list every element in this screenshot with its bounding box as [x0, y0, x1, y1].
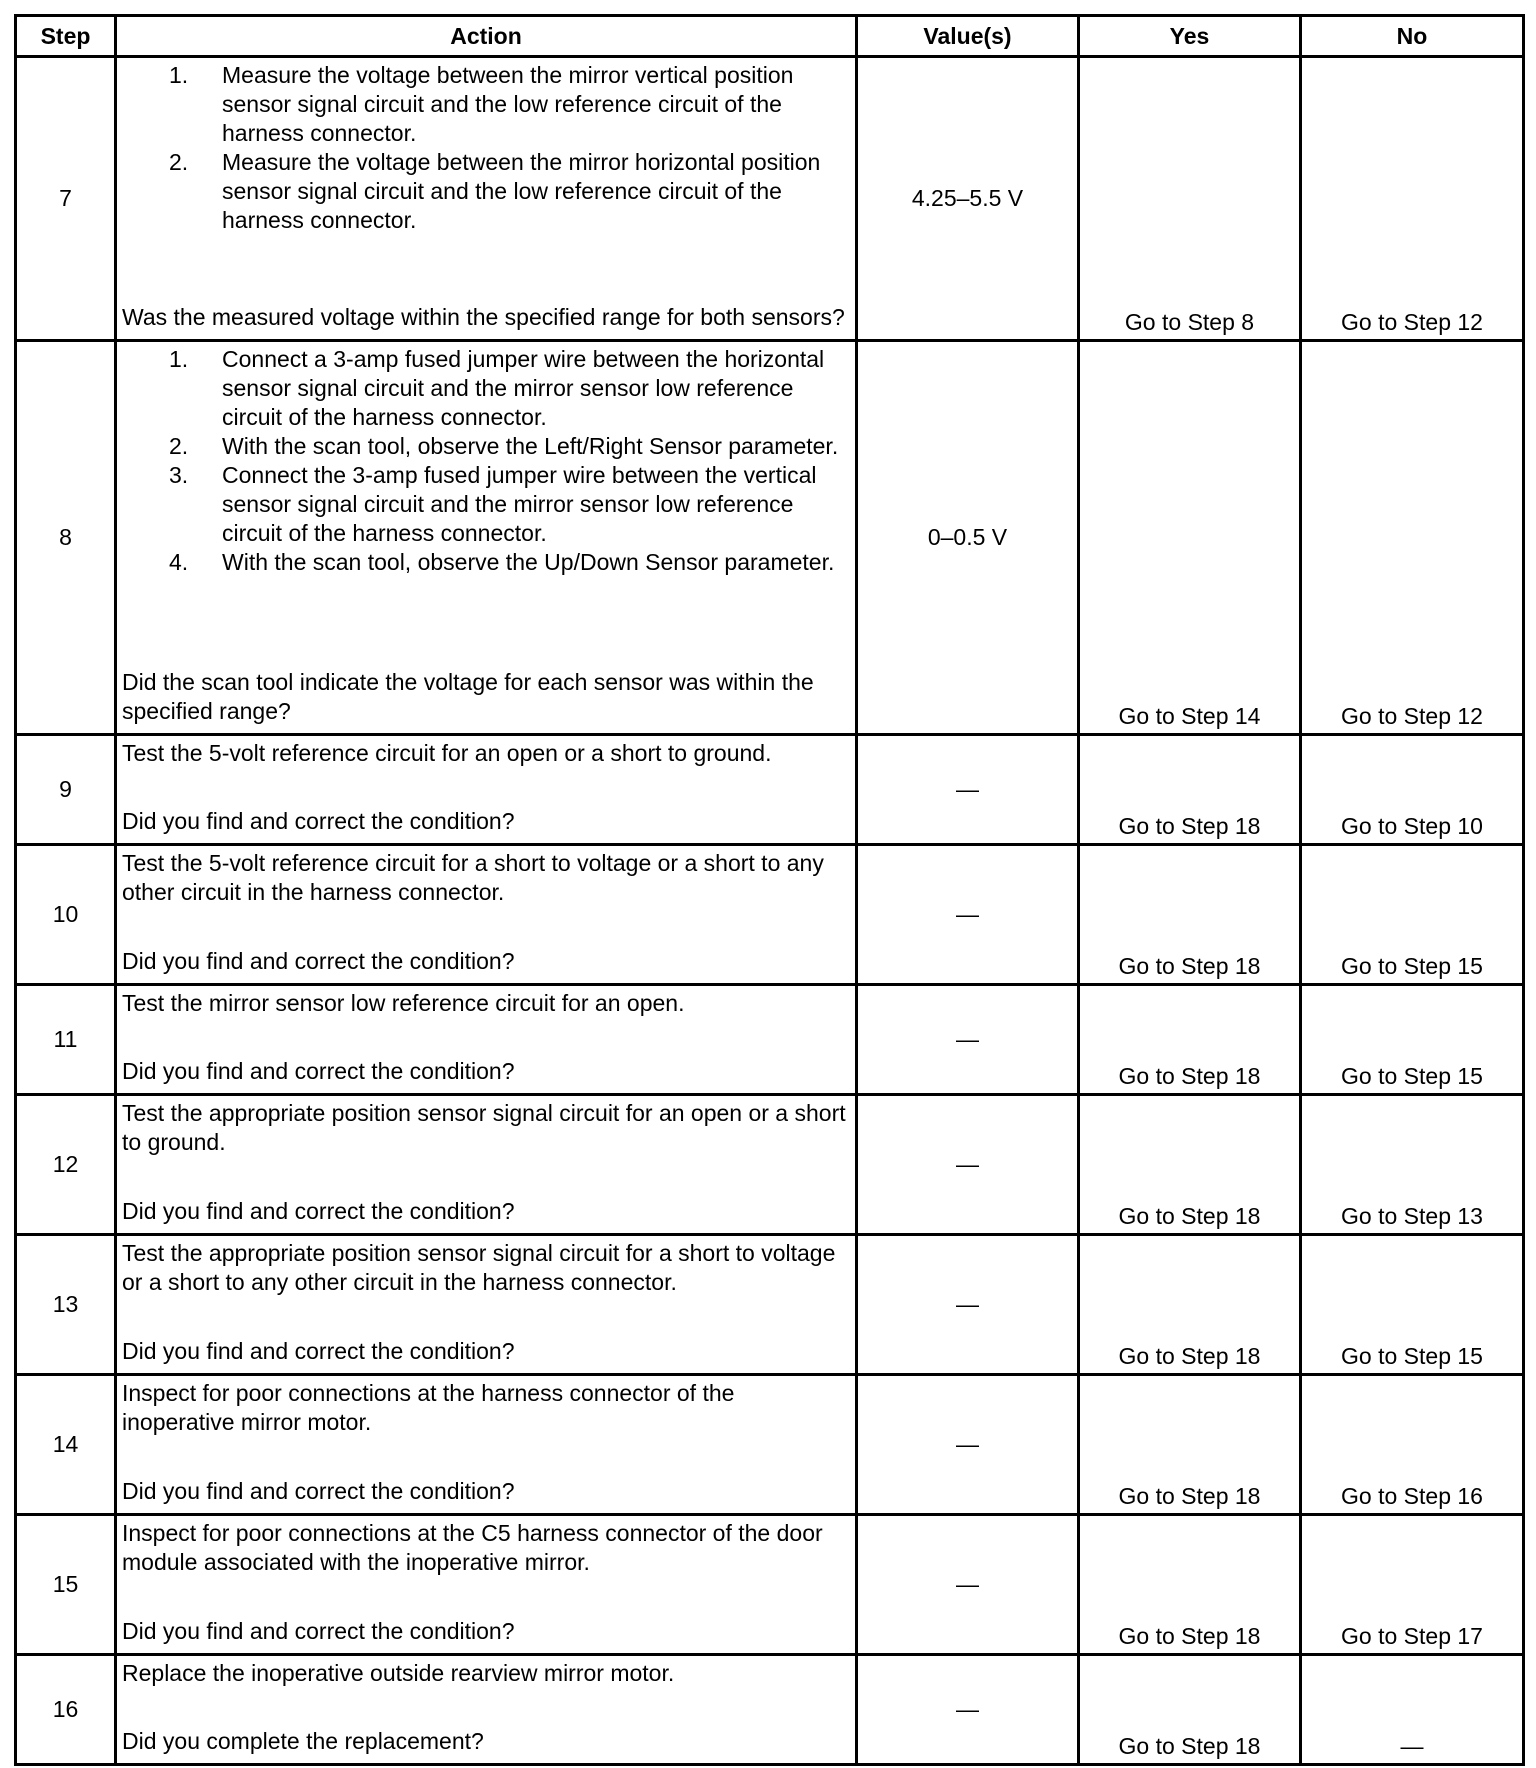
step-number: 8 [16, 341, 116, 735]
step-number: 11 [16, 985, 116, 1095]
action-step-text: Connect a 3-amp fused jumper wire between the horizontal sensor signal circuit and the mirror sensor low reference circuit of the harness connector. [222, 346, 825, 430]
yes-cell: Go to Step 18 [1079, 1095, 1301, 1235]
action-step-text: Connect the 3-amp fused jumper wire between the vertical sensor signal circuit and the mirror sensor low reference circuit of the harness connector. [222, 462, 817, 546]
action-step-text: Measure the voltage between the mirror horizontal position sensor signal circuit and the low reference circuit of the harness connector. [222, 149, 821, 233]
action-step [122, 432, 851, 461]
value-cell: — [857, 985, 1079, 1095]
action-question: Did you find and correct the condition? [122, 1618, 515, 1644]
no-cell: Go to Step 15 [1301, 985, 1524, 1095]
yes-cell: Go to Step 14 [1079, 341, 1301, 735]
step-number: 7 [16, 57, 116, 341]
step-number: 14 [16, 1375, 116, 1515]
step-number: 9 [16, 735, 116, 845]
no-cell: Go to Step 12 [1301, 57, 1524, 341]
action-instruction: Inspect for poor connections at the harness connector of the inoperative mirror motor. [122, 1380, 735, 1435]
yes-cell: Go to Step 18 [1079, 1235, 1301, 1375]
action-step-text: With the scan tool, observe the Left/Right Sensor parameter. [222, 433, 839, 459]
diagnostic-table [14, 14, 1525, 1766]
action-step-number: 3. [169, 462, 189, 488]
action-instruction: Test the mirror sensor low reference circuit for an open. [122, 990, 685, 1016]
action-step-text: With the scan tool, observe the Up/Down Sensor parameter. [222, 549, 835, 575]
no-cell: Go to Step 16 [1301, 1375, 1524, 1515]
header-no: No [1301, 16, 1524, 57]
yes-cell: Go to Step 18 [1079, 1375, 1301, 1515]
action-instruction: Test the appropriate position sensor signal circuit for a short to voltage or a short to any other circuit in the harness connector. [122, 1240, 836, 1295]
action-cell [116, 1235, 857, 1375]
action-question: Was the measured voltage within the specified range for both sensors? [122, 304, 845, 330]
action-step-number: 4. [169, 549, 189, 575]
step-number: 16 [16, 1655, 116, 1765]
yes-cell: Go to Step 18 [1079, 735, 1301, 845]
header-step: Step [16, 16, 116, 57]
table-row [16, 1235, 1524, 1375]
action-cell [116, 1095, 857, 1235]
table-row [16, 1655, 1524, 1765]
no-cell: Go to Step 10 [1301, 735, 1524, 845]
action-step [122, 461, 851, 548]
action-step-text: Measure the voltage between the mirror vertical position sensor signal circuit and the low reference circuit of the harness connector. [222, 62, 794, 146]
action-step-number: 1. [169, 346, 189, 372]
header-values: Value(s) [857, 16, 1079, 57]
table-row [16, 1375, 1524, 1515]
action-question: Did the scan tool indicate the voltage for each sensor was within the specified range? [122, 669, 814, 724]
diagnostic-table-page [14, 14, 1522, 1766]
action-cell [116, 1375, 857, 1515]
no-cell: — [1301, 1655, 1524, 1765]
action-instruction: Inspect for poor connections at the C5 harness connector of the door module associated with the inoperative mirror. [122, 1520, 823, 1575]
table-row [16, 735, 1524, 845]
action-cell [116, 985, 857, 1095]
value-cell: — [857, 1515, 1079, 1655]
action-instruction: Replace the inoperative outside rearview mirror motor. [122, 1660, 675, 1686]
yes-cell: Go to Step 18 [1079, 845, 1301, 985]
step-number: 12 [16, 1095, 116, 1235]
header-action: Action [116, 16, 857, 57]
step-number: 15 [16, 1515, 116, 1655]
action-step-list [122, 345, 851, 577]
no-cell: Go to Step 15 [1301, 845, 1524, 985]
action-step [122, 345, 851, 432]
step-number: 10 [16, 845, 116, 985]
action-step [122, 61, 851, 148]
action-cell [116, 1655, 857, 1765]
value-cell: — [857, 1235, 1079, 1375]
yes-cell: Go to Step 18 [1079, 985, 1301, 1095]
value-cell: — [857, 735, 1079, 845]
action-question: Did you find and correct the condition? [122, 1338, 515, 1364]
yes-cell: Go to Step 18 [1079, 1655, 1301, 1765]
action-question: Did you complete the replacement? [122, 1728, 484, 1754]
header-row [16, 16, 1524, 57]
action-instruction: Test the 5-volt reference circuit for a short to voltage or a short to any other circuit in the harness connector. [122, 850, 824, 905]
no-cell: Go to Step 12 [1301, 341, 1524, 735]
table-row [16, 985, 1524, 1095]
action-step-number: 1. [169, 62, 189, 88]
action-step [122, 548, 851, 577]
action-step-number: 2. [169, 433, 189, 459]
table-row [16, 1515, 1524, 1655]
action-cell [116, 57, 857, 341]
value-cell: — [857, 845, 1079, 985]
value-cell: 0–0.5 V [857, 341, 1079, 735]
action-step-list [122, 61, 851, 235]
action-step-number: 2. [169, 149, 189, 175]
action-instruction: Test the appropriate position sensor signal circuit for an open or a short to ground. [122, 1100, 846, 1155]
action-cell [116, 341, 857, 735]
action-question: Did you find and correct the condition? [122, 948, 515, 974]
table-row [16, 1095, 1524, 1235]
table-row [16, 341, 1524, 735]
action-question: Did you find and correct the condition? [122, 808, 515, 834]
action-question: Did you find and correct the condition? [122, 1198, 515, 1224]
action-cell [116, 845, 857, 985]
action-cell [116, 1515, 857, 1655]
yes-cell: Go to Step 18 [1079, 1515, 1301, 1655]
action-instruction: Test the 5-volt reference circuit for an open or a short to ground. [122, 740, 772, 766]
table-row [16, 57, 1524, 341]
value-cell: — [857, 1655, 1079, 1765]
action-question: Did you find and correct the condition? [122, 1058, 515, 1084]
value-cell: 4.25–5.5 V [857, 57, 1079, 341]
yes-cell: Go to Step 8 [1079, 57, 1301, 341]
no-cell: Go to Step 13 [1301, 1095, 1524, 1235]
step-number: 13 [16, 1235, 116, 1375]
no-cell: Go to Step 15 [1301, 1235, 1524, 1375]
action-step [122, 148, 851, 235]
header-yes: Yes [1079, 16, 1301, 57]
no-cell: Go to Step 17 [1301, 1515, 1524, 1655]
table-row [16, 845, 1524, 985]
action-question: Did you find and correct the condition? [122, 1478, 515, 1504]
value-cell: — [857, 1375, 1079, 1515]
action-cell [116, 735, 857, 845]
value-cell: — [857, 1095, 1079, 1235]
